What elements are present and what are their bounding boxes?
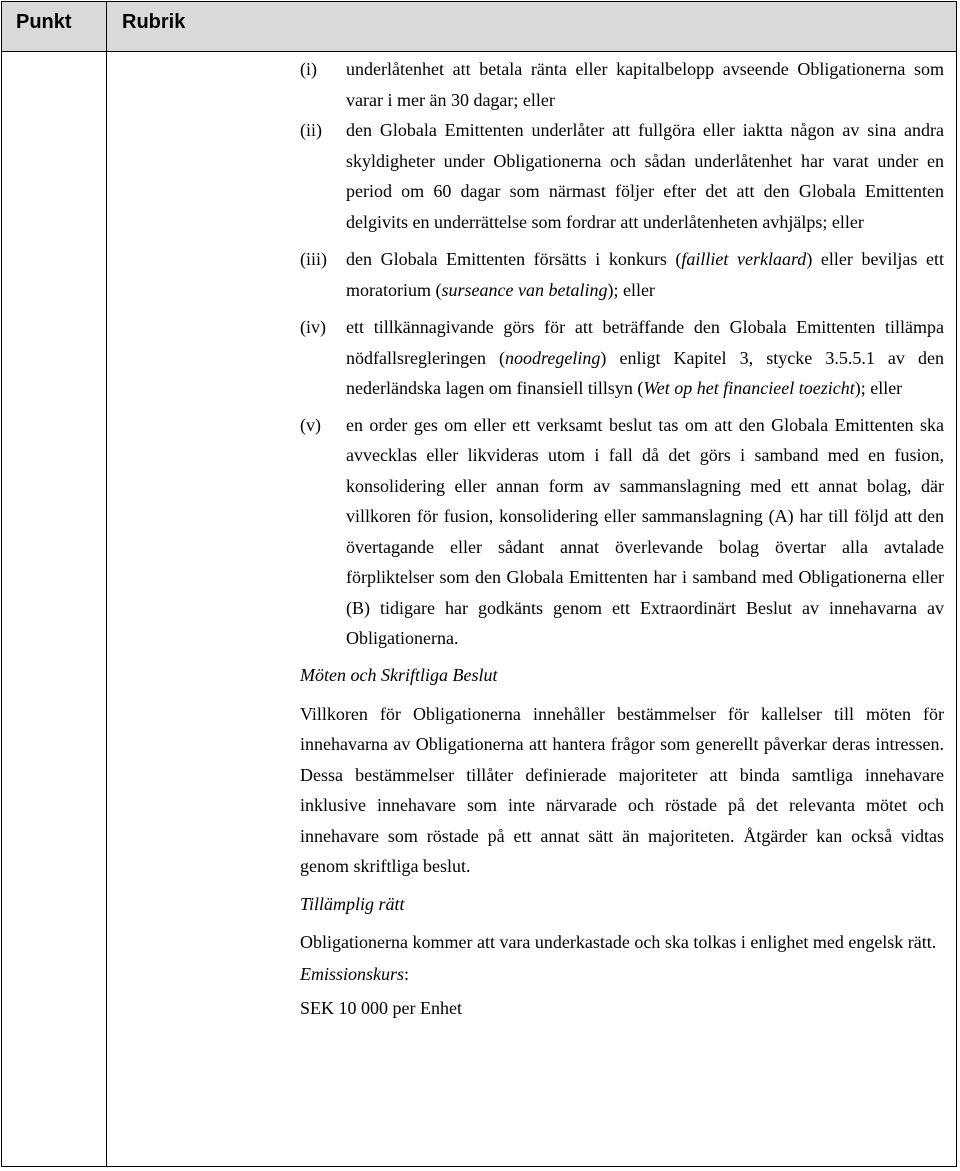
header-punkt: Punkt [16, 11, 72, 33]
header-rubrik: Rubrik [122, 11, 186, 33]
list-item [300, 244, 944, 305]
issue-price-colon: : [404, 964, 410, 984]
item-text-part: ) enligt Kapitel 3, stycke 3.5.5.1 av den nederländska lagen om finansiell tillsyn ( [346, 347, 944, 398]
law-heading: Tillämplig rätt [300, 893, 405, 914]
item-number: (iii) [300, 249, 327, 269]
item-text: den Globala Emittenten underlåter att fullgöra eller iaktta någon av sina andra skyldigheter under Obligationerna och sådan underlåtenhet har varat under en period om 60 dagar som närmast följer efter det att den Globala Emittenten delgivits en underrättelse som fordrar att underlåtenheten avhjälps; eller [346, 120, 944, 232]
item-italic-term: surseance van betaling [441, 279, 608, 300]
list-item [300, 410, 944, 654]
item-text-part: ); eller [854, 378, 903, 398]
item-text: en order ges om eller ett verksamt beslut tas om att den Globala Emittenten ska avvecklas eller likvideras utom i fall då det görs i samband med en fusion, konsolidering eller annan form av sammanslagning med ett annat bolag, där villkoren för fusion, konsolidering eller sammanslagning (A) har till följd att den övertagande eller sådant annat överlevande bolag övertar alla avtalade förpliktelser som den Globala Emittenten har i samband med Obligationerna eller (B) tidigare har godkänts genom ett Extraordinärt Beslut av innehavarna av Obligationerna. [346, 414, 944, 648]
list-item [300, 312, 944, 404]
item-number: (v) [300, 414, 321, 435]
item-text-part: den Globala Emittenten försätts i konkurs ( [346, 249, 682, 269]
item-text-part: ) eller beviljas ett moratorium ( [346, 249, 944, 300]
issue-price-text: SEK 10 000 per Enhet [300, 998, 462, 1018]
rubrik-cell-content [300, 54, 944, 1024]
item-number: (iv) [300, 317, 326, 337]
meetings-heading: Möten och Skriftliga Beslut [300, 664, 498, 685]
list-item [300, 54, 944, 115]
item-italic-term: noodregeling [505, 347, 601, 368]
item-text-part: ett tillkännagivande görs för att beträffande den Globala Emittenten tillämpa nödfallsregleringen ( [346, 317, 944, 368]
issue-price-label: Emissionskurs [300, 964, 405, 984]
item-number: (i) [300, 59, 317, 79]
item-italic-term: Wet op het financieel toezicht [643, 378, 855, 398]
list-item [300, 115, 944, 237]
issue-price-heading [300, 959, 944, 989]
item-text: underlåtenhet att betala ränta eller kapitalbelopp avseende Obligationerna som varar i mer än 30 dagar; eller [346, 59, 944, 110]
meetings-text: Villkoren för Obligationerna innehåller bestämmelser för kallelser till möten för innehavarna av Obligationerna att hantera frågor som generellt påverkar deras intressen. Dessa bestämmelser tillåter definierade majoriteter att binda samtliga innehavare inklusive innehavare som inte närvarade och röstade på det relevanta mötet och innehavare som röstade på ett annat sätt än majoriteten. Åtgärder kan också vidtas genom skriftliga beslut. [300, 703, 944, 876]
law-text: Obligationerna kommer att vara underkastade och ska tolkas i enlighet med engelsk rätt. [300, 931, 937, 952]
item-text-part: ); eller [607, 279, 655, 300]
item-number: (ii) [300, 120, 322, 140]
table-header [2, 2, 956, 52]
item-italic-term: failliet verklaard [681, 249, 807, 269]
column-divider [106, 2, 107, 1166]
